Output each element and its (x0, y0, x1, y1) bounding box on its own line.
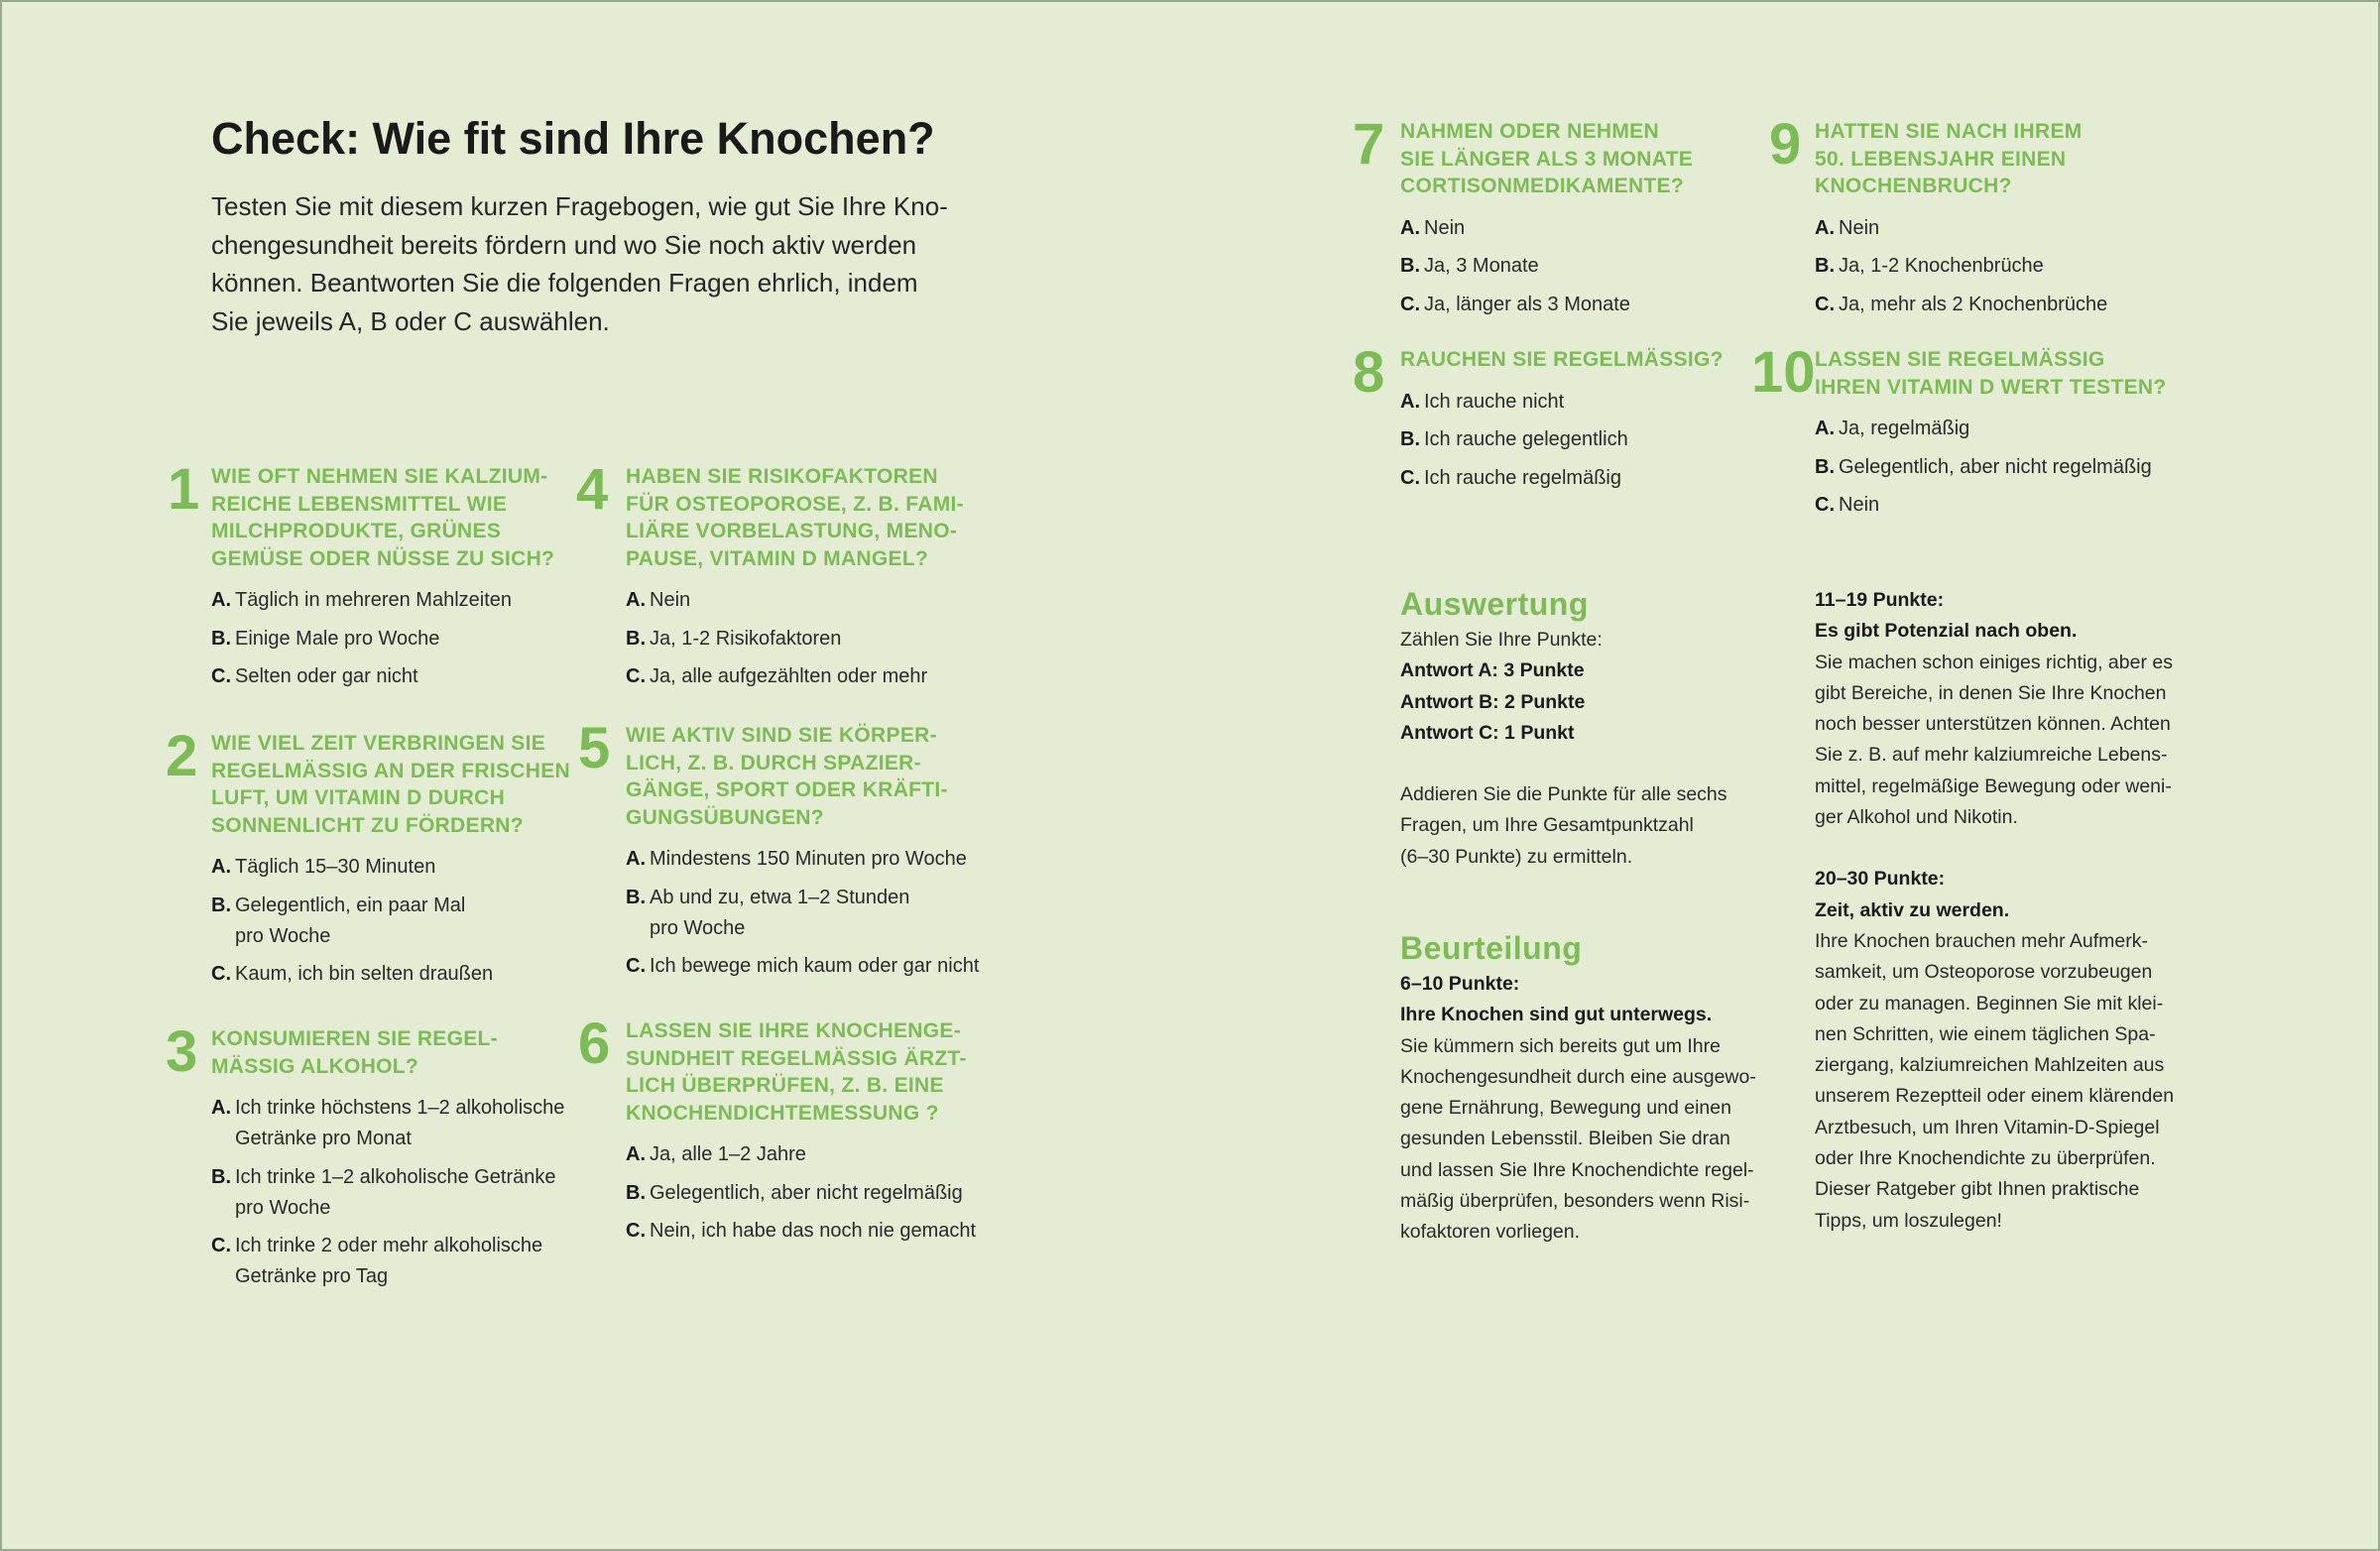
answer-text-line: Ja, länger als 3 Monate (1424, 293, 1630, 315)
answer-text-line: Gelegentlich, aber nicht regelmäßig (650, 1181, 963, 1204)
question-body (626, 1017, 976, 1254)
answer-letter: B. (1815, 455, 1835, 478)
intro-line: chengesundheit bereits fördern und wo Sie noch aktiv werden (211, 229, 917, 260)
question-body (1400, 118, 1693, 327)
answer-list (626, 1139, 976, 1247)
answer-text (235, 624, 554, 655)
answer-text (235, 661, 554, 692)
question-heading (1815, 118, 2107, 200)
range2-text-line: gibt Bereiche, in denen Sie Ihre Knochen (1815, 681, 2167, 704)
range3-label: 20–30 Punkte: (1815, 868, 1946, 891)
answer-text-line: Ich rauche regelmäßig (1424, 466, 1621, 489)
answer-letter: C. (211, 1235, 231, 1256)
answer-letter: C. (211, 665, 231, 687)
answer-text-line: pro Woche (235, 924, 331, 947)
answer-letter: B. (626, 1181, 646, 1204)
answer-text (650, 1139, 976, 1170)
answer-letter: A. (1400, 216, 1420, 239)
question-heading-line: LASSEN SIE IHRE KNOCHENGE- (626, 1019, 962, 1042)
answer-letter: B. (1815, 255, 1835, 277)
answer-text-line: Ich rauche gelegentlich (1424, 428, 1628, 450)
question-heading (211, 463, 554, 572)
answer-option-c[interactable] (1815, 290, 2107, 320)
answer-list (1400, 213, 1693, 320)
question-heading-line: HATTEN SIE NACH IHREM (1815, 120, 2082, 143)
answer-text (1839, 452, 2167, 483)
answer-option-b[interactable] (211, 891, 570, 952)
auswertung-title: Auswertung (1400, 586, 1589, 622)
question-heading-line: LICH, Z. B. DURCH SPAZIER- (626, 751, 921, 775)
answer-option-c[interactable] (211, 959, 570, 990)
question-number: 6 (578, 1012, 611, 1076)
question-heading (1815, 346, 2167, 401)
question-body (626, 463, 964, 700)
answer-text-line: Ab und zu, etwa 1–2 Stunden (650, 886, 910, 908)
answer-option-c[interactable] (211, 661, 554, 692)
answer-text (235, 585, 554, 616)
answer-text (1424, 290, 1693, 320)
answer-option-c[interactable] (1815, 490, 2167, 521)
answer-option-b[interactable] (211, 1162, 564, 1224)
answer-letter: C. (626, 665, 646, 687)
answer-text-line: Ja, mehr als 2 Knochenbrüche (1839, 293, 2108, 315)
answer-option-a[interactable] (211, 1093, 564, 1154)
range3-text-line: oder Ihre Knochendichte zu überprüfen. (1815, 1147, 2156, 1170)
answer-option-b[interactable] (626, 883, 979, 944)
answer-text-line: Selten oder gar nicht (235, 665, 418, 687)
range3-text-line: Tipps, um loszulegen! (1815, 1209, 2002, 1232)
answer-text-line: Ja, 1-2 Knochenbrüche (1839, 255, 2044, 277)
answer-option-a[interactable] (211, 585, 554, 616)
question-heading-line: RAUCHEN SIE REGELMÄSSIG? (1400, 348, 1724, 371)
question-heading-line: FÜR OSTEOPOROSE, Z. B. FAMI- (626, 492, 964, 516)
question-body (1815, 118, 2107, 327)
answer-text-line: Nein, ich habe das noch nie gemacht (650, 1220, 977, 1242)
answer-letter: C. (1400, 466, 1420, 489)
answer-text (1839, 414, 2167, 444)
answer-text-line: Mindestens 150 Minuten pro Woche (650, 848, 967, 870)
answer-text-line: Einige Male pro Woche (235, 627, 440, 650)
answer-text-line: Nein (650, 589, 691, 611)
range3-text-line: ziergang, kalziumreichen Mahlzeiten aus (1815, 1054, 2165, 1077)
spacer (1815, 833, 2174, 864)
range2-text-line: mittel, regelmäßige Bewegung oder weni- (1815, 775, 2172, 797)
range1-text-line: mäßig überprüfen, besonders wenn Risi- (1400, 1190, 1750, 1213)
question-body (211, 1025, 564, 1300)
range2-text-line: Sie machen schon einiges richtig, aber es (1815, 651, 2173, 673)
question-number: 5 (578, 716, 611, 780)
answer-letter: A. (211, 1097, 231, 1119)
answer-text (235, 1093, 564, 1154)
answer-option-b[interactable] (1400, 251, 1693, 282)
answer-letter: C. (1815, 494, 1835, 516)
answer-text-line: Ich trinke höchstens 1–2 alkoholische (235, 1097, 565, 1119)
answer-option-c[interactable] (626, 661, 964, 692)
answer-letter: B. (626, 627, 646, 650)
question-heading-line: NAHMEN ODER NEHMEN (1400, 120, 1659, 143)
question-heading-line: GUNGSÜBUNGEN? (626, 805, 824, 829)
answer-text-line: pro Woche (650, 916, 746, 939)
question-body (1400, 346, 1724, 501)
answer-letter: A. (1815, 216, 1835, 239)
question-heading (1400, 118, 1693, 200)
range1-text-line: Sie kümmern sich bereits gut um Ihre (1400, 1034, 1721, 1057)
answer-text (1424, 463, 1724, 494)
range1-label: 6–10 Punkte: (1400, 973, 1520, 995)
answer-text (650, 661, 964, 692)
answer-text-line: Ja, 3 Monate (1424, 255, 1539, 277)
answer-letter: A. (626, 848, 646, 870)
answer-letter: B. (1400, 428, 1420, 450)
answer-text (650, 624, 964, 655)
range1-text-line: und lassen Sie Ihre Knochendichte regel- (1400, 1158, 1754, 1181)
question-number: 2 (166, 724, 198, 788)
answer-option-a[interactable] (1815, 213, 2107, 244)
answer-letter: A. (211, 856, 231, 878)
answer-letter: A. (211, 589, 231, 611)
answer-text (235, 891, 570, 952)
answer-text-line: Gelegentlich, aber nicht regelmäßig (1839, 455, 2152, 478)
question-heading-line: SONNENLICHT ZU FÖRDERN? (211, 813, 524, 837)
answer-list (626, 844, 979, 982)
answer-text (1839, 290, 2107, 320)
auswertung-intro: Zählen Sie Ihre Punkte: (1400, 629, 1603, 651)
answer-letter: B. (211, 894, 231, 916)
question-heading (626, 1017, 976, 1127)
range2-text-line: Sie z. B. auf mehr kalziumreiche Lebens- (1815, 744, 2168, 767)
question-body (626, 722, 979, 990)
answer-text (235, 1231, 564, 1292)
answer-text (235, 1162, 564, 1224)
question-heading (626, 722, 979, 831)
answer-option-c[interactable] (626, 1216, 976, 1247)
answer-text-line: Täglich 15–30 Minuten (235, 856, 436, 878)
range3-text-line: unserem Rezeptteil oder einem klärenden (1815, 1085, 2175, 1108)
answer-text (650, 1178, 976, 1209)
spacer (1400, 749, 1727, 779)
answer-text-line: Nein (1424, 216, 1466, 239)
answer-option-a[interactable] (211, 852, 570, 883)
question-heading-line: GEMÜSE ODER NÜSSE ZU SICH? (211, 546, 555, 570)
question-heading-line: HABEN SIE RISIKOFAKTOREN (626, 465, 938, 488)
intro-line: Sie jeweils A, B oder C auswählen. (211, 305, 610, 336)
answer-text-line: Ja, regelmäßig (1839, 418, 1970, 439)
answer-text-line: Täglich in mehreren Mahlzeiten (235, 589, 513, 611)
question-heading-line: IHREN VITAMIN D WERT TESTEN? (1815, 375, 2167, 399)
auswertung-text-line: (6–30 Punkte) zu ermitteln. (1400, 845, 1633, 868)
question-heading (1400, 346, 1724, 374)
answer-text-line: Ich rauche nicht (1424, 390, 1565, 413)
range3-text-line: Arztbesuch, um Ihren Vitamin-D-Spiegel (1815, 1116, 2160, 1138)
answer-option-a[interactable] (626, 585, 964, 616)
answer-letter: A. (626, 1143, 646, 1165)
answer-letter: A. (626, 589, 646, 611)
answer-letter: A. (1815, 418, 1835, 439)
range1-text-line: kofaktoren vorliegen. (1400, 1221, 1581, 1244)
question-heading (626, 463, 964, 572)
score-b: Antwort B: 2 Punkte (1400, 690, 1586, 713)
auswertung-text-line: Fragen, um Ihre Gesamtpunktzahl (1400, 814, 1694, 837)
question-heading (211, 730, 570, 839)
answer-text-line: Nein (1839, 216, 1880, 239)
answer-text (650, 585, 964, 616)
beurteilung-section (1400, 929, 1756, 1249)
question-heading-line: WIE AKTIV SIND SIE KÖRPER- (626, 724, 937, 747)
range3-text-line: Dieser Ratgeber gibt Ihnen praktische (1815, 1178, 2140, 1201)
range3-heading: Zeit, aktiv zu werden. (1815, 898, 2010, 921)
intro-line: können. Beantworten Sie die folgenden Fragen ehrlich, indem (211, 268, 918, 298)
answer-text (1424, 387, 1724, 418)
answer-letter: B. (1400, 255, 1420, 277)
answer-list (1815, 213, 2107, 320)
answer-list (211, 1093, 564, 1292)
question-number: 10 (1751, 340, 1816, 405)
answer-text-line: Ja, 1-2 Risikofaktoren (650, 627, 842, 650)
answer-text-line: Getränke pro Monat (235, 1128, 412, 1149)
answer-text (1839, 251, 2107, 282)
question-heading-line: KNOCHENDICHTEMESSUNG ? (626, 1101, 939, 1125)
question-number: 3 (166, 1019, 198, 1084)
answer-option-b[interactable] (1815, 452, 2167, 483)
answer-option-c[interactable] (1400, 463, 1724, 494)
answer-text-line: Nein (1839, 494, 1880, 516)
answer-letter: B. (211, 627, 231, 650)
question-heading-line: LICH ÜBERPRÜFEN, Z. B. EINE (626, 1074, 944, 1097)
answer-list (1815, 414, 2167, 521)
answer-list (211, 852, 570, 990)
answer-letter: C. (1815, 293, 1835, 315)
auswertung-section (1400, 585, 1727, 873)
question-body (1815, 346, 2167, 529)
answer-text-line: Ja, alle aufgezählten oder mehr (650, 665, 928, 687)
answer-option-b[interactable] (1815, 251, 2107, 282)
question-number: 1 (168, 457, 200, 522)
answer-text (235, 852, 570, 883)
answer-letter: A. (1400, 390, 1420, 413)
answer-letter: C. (211, 963, 231, 985)
question-heading-line: REGELMÄSSIG AN DER FRISCHEN (211, 759, 571, 782)
answer-option-a[interactable] (1815, 414, 2167, 444)
answer-option-a[interactable] (1400, 387, 1724, 418)
beurteilung-title: Beurteilung (1400, 930, 1583, 966)
answer-text-line: Ich bewege mich kaum oder gar nicht (650, 955, 980, 977)
beurteilung-right-column (1815, 585, 2174, 1237)
answer-option-a[interactable] (626, 1139, 976, 1170)
question-number: 7 (1353, 112, 1385, 177)
question-heading-line: KONSUMIEREN SIE REGEL- (211, 1027, 498, 1050)
answer-text (650, 951, 979, 982)
range1-text-line: Knochengesundheit durch eine ausgewo- (1400, 1065, 1756, 1088)
answer-text-line: Getränke pro Tag (235, 1265, 389, 1287)
answer-option-c[interactable] (1400, 290, 1693, 320)
range2-label: 11–19 Punkte: (1815, 589, 1945, 611)
question-body (211, 463, 554, 700)
question-heading-line: REICHE LEBENSMITTEL WIE (211, 492, 508, 516)
answer-option-b[interactable] (211, 624, 554, 655)
range2-text-line: noch besser unterstützen können. Achten (1815, 713, 2171, 736)
answer-letter: B. (211, 1165, 231, 1188)
answer-option-a[interactable] (626, 844, 979, 875)
answer-option-c[interactable] (211, 1231, 564, 1292)
question-heading-line: MILCHPRODUKTE, GRÜNES (211, 520, 502, 542)
intro-line: Testen Sie mit diesem kurzen Fragebogen, wie gut Sie Ihre Kno- (211, 191, 948, 221)
question-number: 9 (1769, 112, 1802, 177)
question-heading-line: GÄNGE, SPORT ODER KRÄFTI- (626, 778, 948, 801)
answer-letter: C. (626, 1220, 646, 1242)
answer-text-line: Gelegentlich, ein paar Mal (235, 894, 466, 916)
intro-text (211, 187, 995, 340)
answer-text (650, 844, 979, 875)
page-title: Check: Wie fit sind Ihre Knochen? (211, 113, 935, 164)
range3-text-line: samkeit, um Osteoporose vorzubeugen (1815, 961, 2153, 984)
question-number: 8 (1353, 340, 1385, 405)
auswertung-text-line: Addieren Sie die Punkte für alle sechs (1400, 783, 1727, 806)
question-number: 4 (576, 457, 609, 522)
answer-option-b[interactable] (626, 624, 964, 655)
answer-text (1424, 251, 1693, 282)
question-body (211, 730, 570, 998)
range2-heading: Es gibt Potenzial nach oben. (1815, 620, 2078, 643)
answer-letter: B. (626, 886, 646, 908)
question-heading-line: LASSEN SIE REGELMÄSSIG (1815, 348, 2105, 371)
question-heading (211, 1025, 564, 1080)
answer-letter: C. (1400, 293, 1420, 315)
range3-text-line: Ihre Knochen brauchen mehr Aufmerk- (1815, 929, 2149, 952)
answer-text (650, 1216, 976, 1247)
range2-text-line: ger Alkohol und Nikotin. (1815, 806, 2018, 829)
answer-text (1839, 213, 2107, 244)
answer-list (626, 585, 964, 692)
answer-text (235, 959, 570, 990)
question-heading-line: LUFT, UM VITAMIN D DURCH (211, 786, 506, 809)
answer-option-a[interactable] (1400, 213, 1693, 244)
answer-text (1424, 424, 1724, 455)
answer-text-line: Ich trinke 1–2 alkoholische Getränke (235, 1165, 556, 1188)
answer-list (1400, 387, 1724, 494)
question-heading-line: CORTISONMEDIKAMENTE? (1400, 175, 1684, 197)
answer-option-c[interactable] (626, 951, 979, 982)
range3-text-line: nen Schritten, wie einem täglichen Spa- (1815, 1022, 2156, 1045)
range1-text-line: gesunden Lebensstil. Bleiben Sie dran (1400, 1128, 1730, 1150)
question-heading-line: KNOCHENBRUCH? (1815, 175, 2012, 197)
answer-letter: C. (626, 955, 646, 977)
answer-option-b[interactable] (626, 1178, 976, 1209)
answer-list (211, 585, 554, 692)
answer-text (650, 883, 979, 944)
question-heading-line: WIE OFT NEHMEN SIE KALZIUM- (211, 465, 548, 488)
question-heading-line: PAUSE, VITAMIN D MANGEL? (626, 546, 929, 570)
score-a: Antwort A: 3 Punkte (1400, 659, 1585, 682)
range1-text-line: gene Ernährung, Bewegung und einen (1400, 1097, 1731, 1120)
answer-text-line: Ja, alle 1–2 Jahre (650, 1143, 806, 1165)
answer-text (1424, 213, 1693, 244)
question-heading-line: WIE VIEL ZEIT VERBRINGEN SIE (211, 732, 546, 755)
range1-heading: Ihre Knochen sind gut unterwegs. (1400, 1004, 1713, 1026)
answer-text-line: Ich trinke 2 oder mehr alkoholische (235, 1235, 543, 1256)
answer-text (1839, 490, 2167, 521)
question-heading-line: 50. LEBENSJAHR EINEN (1815, 147, 2067, 171)
question-heading-line: SIE LÄNGER ALS 3 MONATE (1400, 147, 1694, 171)
question-heading-line: MÄSSIG ALKOHOL? (211, 1054, 419, 1078)
range3-text-line: oder zu managen. Beginnen Sie mit klei- (1815, 992, 2164, 1014)
score-c: Antwort C: 1 Punkt (1400, 721, 1575, 744)
question-heading-line: SUNDHEIT REGELMÄSSIG ÄRZT- (626, 1046, 967, 1070)
answer-option-b[interactable] (1400, 424, 1724, 455)
question-heading-line: LIÄRE VORBELASTUNG, MENO- (626, 520, 958, 542)
answer-text-line: Kaum, ich bin selten draußen (235, 963, 494, 985)
answer-text-line: pro Woche (235, 1196, 331, 1219)
